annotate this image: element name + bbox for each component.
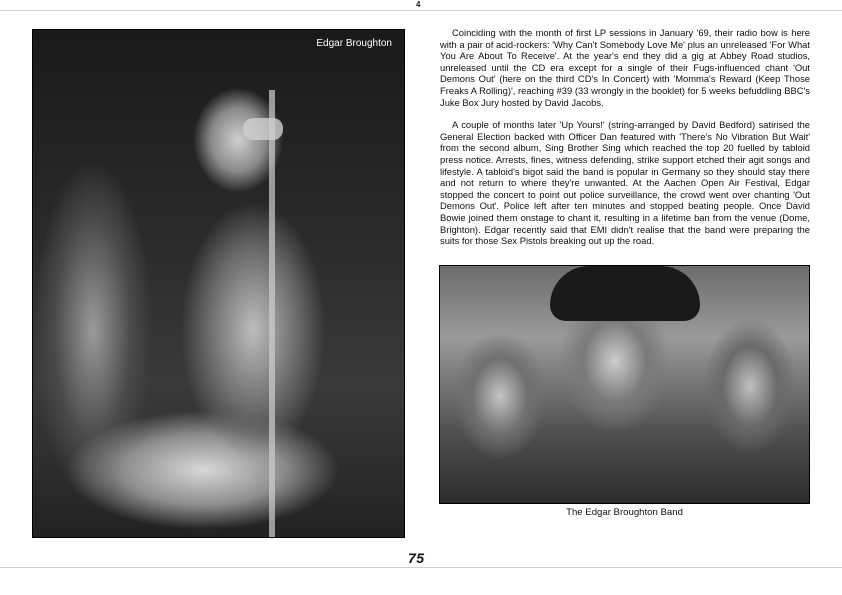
edgar-broughton-photo bbox=[32, 29, 405, 538]
page-number: 75 bbox=[408, 550, 425, 566]
photo-overlay-caption: Edgar Broughton bbox=[316, 38, 392, 49]
small-page-number: 4 bbox=[416, 0, 421, 9]
bottom-rule bbox=[0, 567, 842, 568]
microphone-shape bbox=[243, 118, 283, 140]
hat-shape bbox=[550, 266, 700, 321]
article-body bbox=[440, 27, 810, 258]
band-photo-caption: The Edgar Broughton Band bbox=[566, 507, 683, 518]
mic-stand-shape bbox=[269, 90, 275, 538]
paragraph-1: Coinciding with the month of first LP sessions in January '69, their radio bow is here with a pair of acid-rockers: 'Why Can't Somebody Love Me' plus an unreleased 'For What You Are About To Receive'. At the year's end they did a gig at Abbey Road studios, unreleased until the CD era except for a single of their Fugs-influenced chant 'Out Demons Out' (here on the third CD's In Concert) with 'Momma's Reward (Keep Those Freaks A Rolling)', reaching #39 (33 wrongly in the booklet) for 5 weeks befuddling BBC's Juke Box Jury hosted by David Jacobs. bbox=[440, 27, 810, 108]
band-photo bbox=[439, 265, 810, 504]
top-rule bbox=[0, 10, 842, 11]
paragraph-2: A couple of months later 'Up Yours!' (string-arranged by David Bedford) satirised the General Election backed with Officer Dan featured with 'There's No Vibration But Wait' from the second album, Sing Brother Sing which reached the top 20 fuelled by tabloid press notice. Arrests, fines, witness defending, strike support etched their agit songs and lifestyle. A tabloid's bigot said the band is popular in Germany so they should stay there and not return to where they're unwanted. At the Aachen Open Air Festival, Edgar stopped the concert to point out police surveillance, the crowd went over chanting 'Out Demons Out'. Police left after ten minutes and stopped beating people. Once David Bowie joined them onstage to chant it, resulting in a lifetime ban from the venue (Dome, Brighton). Edgar recently said that EMI didn't realise that the band were preparing the suits for those Sex Pistols breaking out up the road. bbox=[440, 119, 810, 247]
